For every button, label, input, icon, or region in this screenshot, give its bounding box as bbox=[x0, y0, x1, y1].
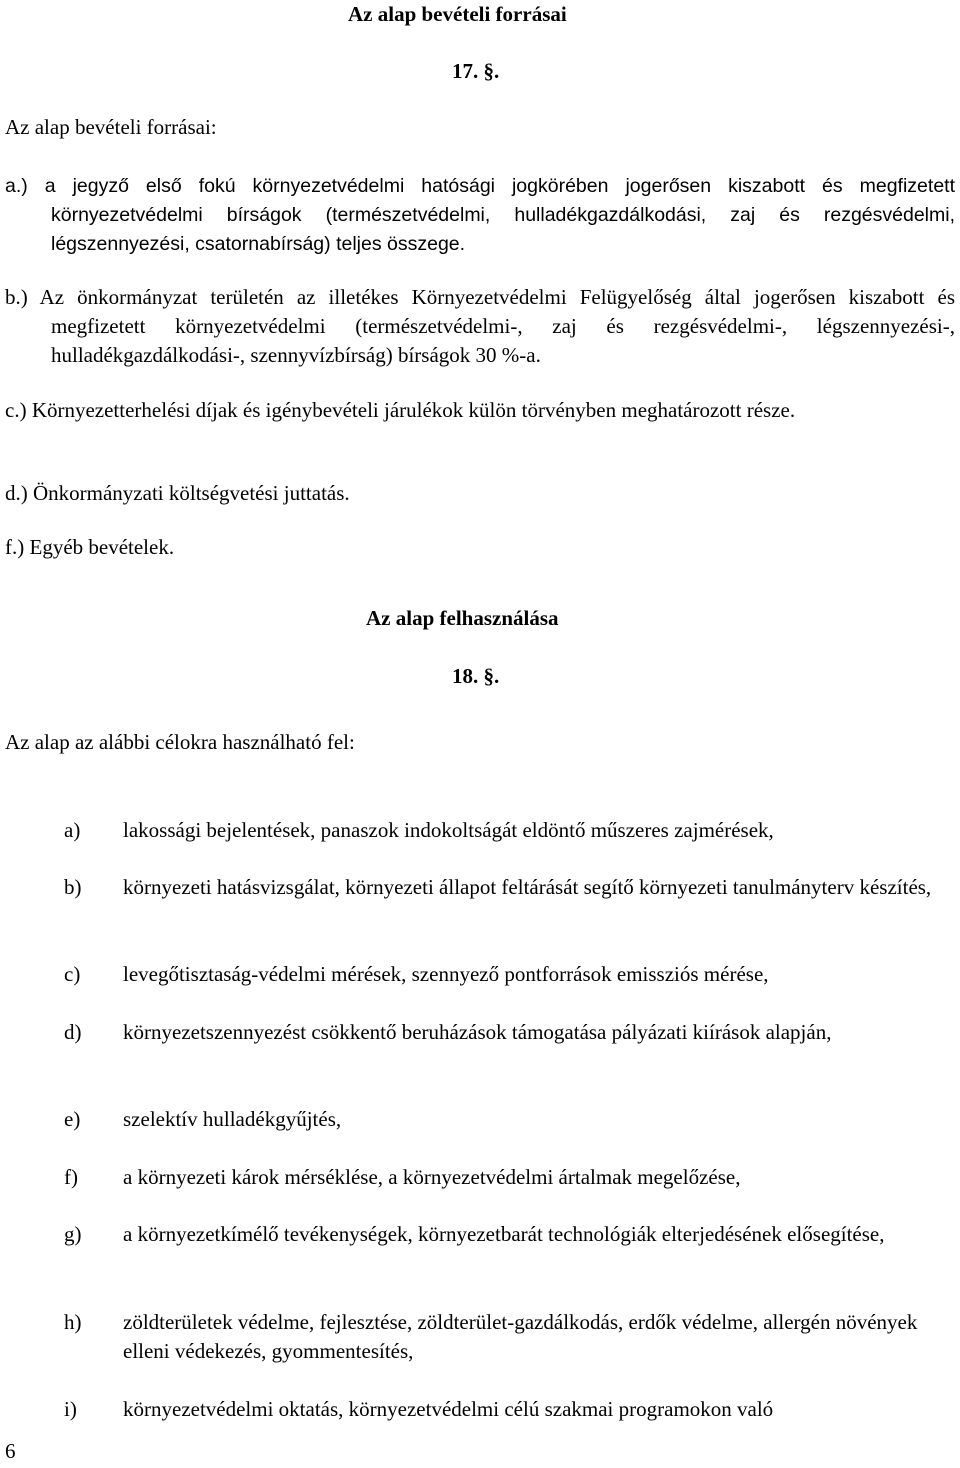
list-item-b bbox=[5, 283, 955, 370]
usage-item-g-text: a környezetkímélő tevékenységek, környezetbarát technológiák elterjedésének elősegítése, bbox=[123, 1222, 885, 1246]
list-item-f-text: f.) Egyéb bevételek. bbox=[5, 535, 175, 559]
page-number: 6 bbox=[5, 1439, 16, 1463]
usage-item-e-letter: e) bbox=[64, 1107, 81, 1131]
usage-item-b-text: környezeti hatásvizsgálat, környezeti állapot feltárását segítő környezeti tanulmányterv készítés, bbox=[123, 875, 932, 899]
list-item-f bbox=[5, 533, 955, 562]
usage-item-f-text: a környezeti károk mérséklése, a környezetvédelmi ártalmak megelőzése, bbox=[123, 1165, 741, 1189]
usage-item-d-text: környezetszennyezést csökkentő beruházások támogatása pályázati kiírások alapján, bbox=[123, 1020, 832, 1044]
usage-item-i-text: környezetvédelmi oktatás, környezetvédelmi célú szakmai programokon való bbox=[123, 1397, 774, 1421]
paragraph-number-18: 18. §. bbox=[452, 664, 500, 688]
section-heading-fund-usage: Az alap felhasználása bbox=[366, 606, 559, 630]
usage-item-g-letter: g) bbox=[64, 1222, 82, 1246]
usage-item-a-text: lakossági bejelentések, panaszok indokoltságát eldöntő műszeres zajmérések, bbox=[123, 818, 774, 842]
intro-fund-usage: Az alap az alábbi célokra használható fel: bbox=[5, 730, 355, 754]
paragraph-number-17: 17. §. bbox=[452, 59, 500, 83]
usage-item-b-letter: b) bbox=[64, 875, 82, 899]
usage-item-f-letter: f) bbox=[64, 1165, 78, 1189]
section-heading-revenue-sources: Az alap bevételi forrásai bbox=[348, 2, 567, 26]
list-item-d-text: d.) Önkormányzati költségvetési juttatás. bbox=[5, 481, 350, 505]
list-item-b-text: b.) Az önkormányzat területén az illetékes Környezetvédelmi Felügyelőség által jogerősen kiszabott és megfizetett környezetvédelmi (természetvédelmi-, zaj és rezgésvédelmi-, légszennyezési-, hulladékgazdálkodási-, szennyvízbírság) bírságok 30 %-a. bbox=[5, 285, 955, 367]
list-item-a-text: a.) a jegyző első fokú környezetvédelmi hatósági jogkörében jogerősen kiszabott és megfizetett környezetvédelmi bírságok (természetvédelmi, hulladékgazdálkodási, zaj és rezgésvédelmi, légszennyezési, csatornabírság) teljes összege. bbox=[5, 175, 955, 255]
usage-item-c-letter: c) bbox=[64, 962, 81, 986]
usage-item-e-text: szelektív hulladékgyűjtés, bbox=[123, 1107, 342, 1131]
list-item-c bbox=[5, 396, 955, 425]
usage-item-c-text: levegőtisztaság-védelmi mérések, szennyező pontforrások emissziós mérése, bbox=[123, 962, 769, 986]
usage-item-a-letter: a) bbox=[64, 818, 81, 842]
list-item-d bbox=[5, 479, 955, 508]
usage-item-h-letter: h) bbox=[64, 1310, 82, 1334]
list-item-a bbox=[5, 172, 955, 259]
usage-item-d-letter: d) bbox=[64, 1020, 82, 1044]
usage-item-i-letter: i) bbox=[64, 1397, 77, 1421]
list-item-c-text: c.) Környezetterhelési díjak és igénybevételi járulékok külön törvényben meghatározott része. bbox=[5, 398, 796, 422]
usage-item-h-text: zöldterületek védelme, fejlesztése, zöldterület-gazdálkodás, erdők védelme, allergén növények elleni védekezés, gyommentesítés, bbox=[123, 1310, 918, 1363]
intro-revenue-sources: Az alap bevételi forrásai: bbox=[5, 115, 217, 139]
